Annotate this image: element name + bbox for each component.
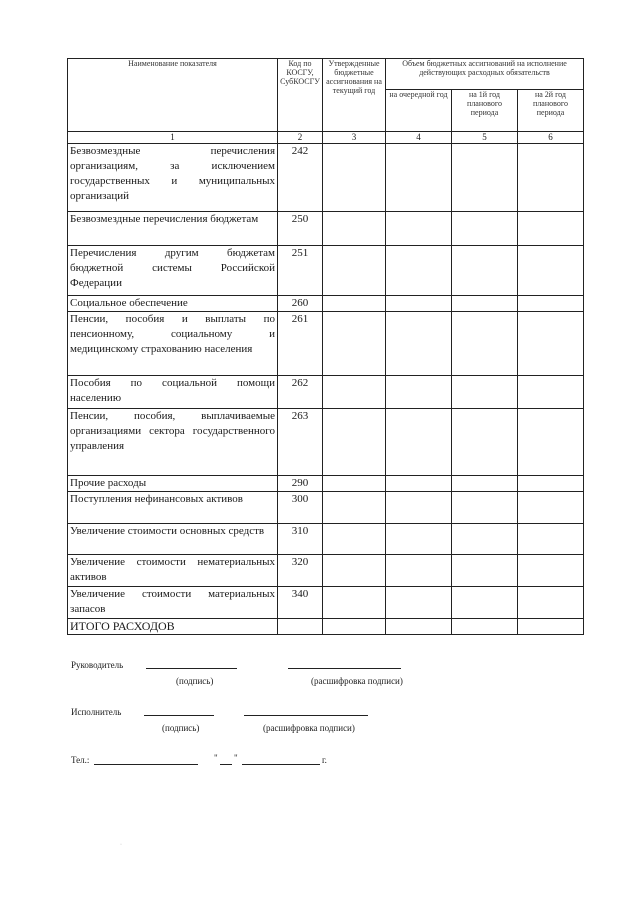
column-number: 4 [386,132,452,144]
executor-sign-caption: (подпись) [162,723,200,733]
cell-plan-year-1[interactable] [452,296,518,312]
cell-approved[interactable] [323,492,386,524]
cell-plan-year-2[interactable] [518,409,584,476]
cell-next-year[interactable] [386,212,452,246]
table-row [68,587,584,619]
header-volume: Объем бюджетных ассигнований на исполнение действующих расходных обязательств [386,59,584,90]
cell-approved[interactable] [323,312,386,376]
cell-approved[interactable] [323,524,386,555]
table-row-total [68,619,584,635]
cell-plan-year-2[interactable] [518,144,584,212]
year-suffix: г. [322,755,327,765]
cell-next-year[interactable] [386,524,452,555]
cell-plan-year-1[interactable] [452,212,518,246]
cell-next-year[interactable] [386,376,452,409]
date-month-line[interactable] [242,764,320,765]
row-name: Увеличение стоимости нематериальных активов [68,555,278,587]
cell-plan-year-2[interactable] [518,524,584,555]
cell-approved[interactable] [323,296,386,312]
head-label: Руководитель [71,660,124,670]
row-code: 250 [278,212,323,246]
cell-total-code [278,619,323,635]
cell-plan-year-1[interactable] [452,312,518,376]
table-row [68,555,584,587]
executor-signature-line[interactable] [144,715,214,716]
cell-plan-year-2[interactable] [518,312,584,376]
table-row [68,476,584,492]
row-code: 290 [278,476,323,492]
header-name: Наименование показателя [68,59,278,132]
row-name: Безвозмездные перечисления бюджетам [68,212,278,246]
row-name: Увеличение стоимости материальных запасов [68,587,278,619]
cell-plan-year-1[interactable] [452,476,518,492]
table-row [68,296,584,312]
cell-plan-year-2[interactable] [518,376,584,409]
cell-plan-year-1[interactable] [452,246,518,296]
column-number: 6 [518,132,584,144]
column-number: 5 [452,132,518,144]
cell-plan-year-1[interactable] [452,144,518,212]
table-row [68,246,584,296]
row-code: 242 [278,144,323,212]
table-row [68,492,584,524]
cell-approved[interactable] [323,246,386,296]
executor-decode-caption: (расшифровка подписи) [263,723,355,733]
cell-plan-year-1[interactable] [452,524,518,555]
header-approved: Утвержденные бюджетные ассигнования на текущий год [323,59,386,132]
cell-approved[interactable] [323,144,386,212]
cell-total-next-year[interactable] [386,619,452,635]
cell-plan-year-1[interactable] [452,376,518,409]
executor-decode-line[interactable] [244,715,368,716]
table-row [68,376,584,409]
header-plan-year-1: на 1й год планового периода [452,90,518,132]
column-number: 1 [68,132,278,144]
cell-plan-year-1[interactable] [452,555,518,587]
row-code: 263 [278,409,323,476]
cell-next-year[interactable] [386,312,452,376]
cell-plan-year-2[interactable] [518,555,584,587]
date-close-quote: " [234,753,238,763]
table-row [68,312,584,376]
budget-table [67,58,584,635]
phone-line[interactable] [94,764,198,765]
row-code: 261 [278,312,323,376]
row-code: 300 [278,492,323,524]
cell-next-year[interactable] [386,555,452,587]
row-name: Пенсии, пособия, выплачиваемые организациями сектора государственного управления [68,409,278,476]
cell-next-year[interactable] [386,409,452,476]
row-name: Пособия по социальной помощи населению [68,376,278,409]
cell-total-plan-year-1[interactable] [452,619,518,635]
cell-plan-year-1[interactable] [452,492,518,524]
row-name: Прочие расходы [68,476,278,492]
cell-plan-year-2[interactable] [518,587,584,619]
cell-next-year[interactable] [386,296,452,312]
row-code: 251 [278,246,323,296]
head-signature-line[interactable] [146,668,237,669]
row-name: Увеличение стоимости основных средств [68,524,278,555]
cell-plan-year-2[interactable] [518,212,584,246]
header-code: Код по КОСГУ, СубКОСГУ [278,59,323,132]
table-row [68,212,584,246]
cell-approved[interactable] [323,476,386,492]
head-decode-caption: (расшифровка подписи) [311,676,403,686]
row-code: 260 [278,296,323,312]
cell-plan-year-2[interactable] [518,246,584,296]
scan-speck: · [120,842,122,848]
row-name: Перечисления другим бюджетам бюджетной системы Российской Федерации [68,246,278,296]
column-number: 3 [323,132,386,144]
cell-approved[interactable] [323,212,386,246]
cell-next-year[interactable] [386,492,452,524]
row-code: 340 [278,587,323,619]
date-open-quote: " [214,753,218,763]
row-name: Социальное обеспечение [68,296,278,312]
cell-approved[interactable] [323,587,386,619]
phone-label: Тел.: [71,755,90,765]
row-name: Поступления нефинансовых активов [68,492,278,524]
row-code: 310 [278,524,323,555]
cell-total-approved[interactable] [323,619,386,635]
cell-next-year[interactable] [386,476,452,492]
table-row [68,144,584,212]
date-day-line[interactable] [220,764,232,765]
executor-label: Исполнитель [71,707,122,717]
column-number: 2 [278,132,323,144]
row-name: Пенсии, пособия и выплаты по пенсионному, социальному и медицинскому страхованию населения [68,312,278,376]
cell-approved[interactable] [323,409,386,476]
header-next-year: на очередной год [386,90,452,132]
table-row [68,409,584,476]
head-decode-line[interactable] [288,668,401,669]
cell-next-year[interactable] [386,246,452,296]
row-code: 320 [278,555,323,587]
cell-approved[interactable] [323,555,386,587]
cell-plan-year-1[interactable] [452,587,518,619]
row-code: 262 [278,376,323,409]
cell-approved[interactable] [323,376,386,409]
row-name: Безвозмездные перечисления организациям, за исключением государственных и муниципальных организаций [68,144,278,212]
cell-next-year[interactable] [386,144,452,212]
head-sign-caption: (подпись) [176,676,214,686]
total-label: ИТОГО РАСХОДОВ [68,619,278,635]
cell-plan-year-2[interactable] [518,476,584,492]
table-row [68,524,584,555]
cell-total-plan-year-2[interactable] [518,619,584,635]
cell-plan-year-2[interactable] [518,492,584,524]
cell-next-year[interactable] [386,587,452,619]
cell-plan-year-2[interactable] [518,296,584,312]
header-plan-year-2: на 2й год планового периода [518,90,584,132]
cell-plan-year-1[interactable] [452,409,518,476]
